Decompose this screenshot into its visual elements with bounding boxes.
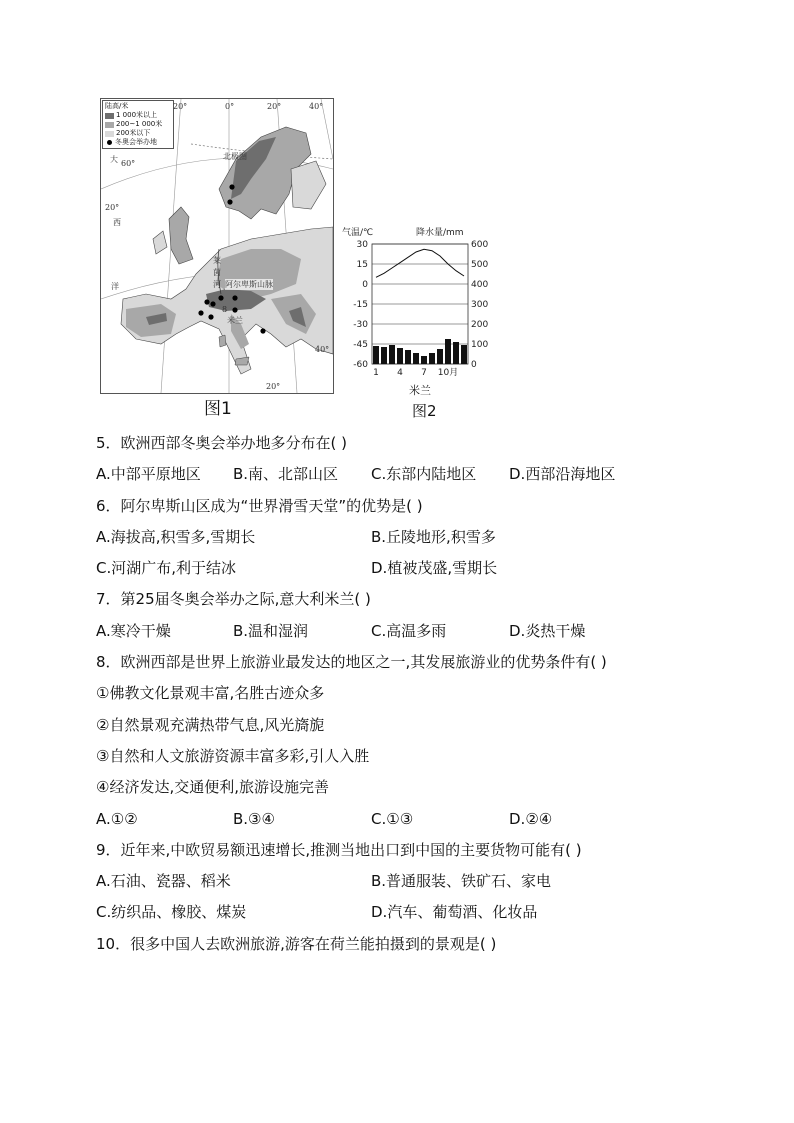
precip-bar xyxy=(437,349,443,364)
q8-option-d[interactable]: D.②④ xyxy=(509,809,553,828)
label-lat-40: 40° xyxy=(315,345,330,354)
q6-option-a[interactable]: A.海拔高,积雪多,雪期长 xyxy=(96,527,256,546)
legend-item-mid xyxy=(105,120,171,129)
q8-option-c[interactable]: C.①③ xyxy=(371,809,414,828)
label-rhine-3: 河 xyxy=(213,280,221,289)
q6-option-c[interactable]: C.河湖广布,利于结冰 xyxy=(96,559,237,578)
q9-option-d[interactable]: D.汽车、葡萄酒、化妆品 xyxy=(371,903,538,922)
q7-option-b[interactable]: B.温和湿润 xyxy=(233,621,309,640)
question-6-options-row2 xyxy=(96,553,716,584)
label-ocean-2: 西 xyxy=(113,218,121,227)
question-6-options-row1 xyxy=(96,522,716,553)
question-5-stem: 5．欧洲西部冬奥会举办地多分布在( ) xyxy=(96,434,348,452)
q5-option-b[interactable]: B.南、北部山区 xyxy=(233,465,339,484)
europe-map xyxy=(100,98,334,394)
precip-bar xyxy=(453,342,459,364)
q9-option-c[interactable]: C.纺织品、橡胶、煤炭 xyxy=(96,903,247,922)
legend-label-host: 冬奥会举办地 xyxy=(115,138,157,146)
q8-option-b[interactable]: B.③④ xyxy=(233,809,275,828)
question-9-stem: 9．近年来,中欧贸易额迅速增长,推测当地出口到中国的主要货物可能有( ) xyxy=(96,840,582,859)
y-left-tick-label: 30 xyxy=(356,240,368,250)
legend-title: 陆高/米 xyxy=(105,102,129,110)
precip-bar xyxy=(389,345,395,364)
y-right-tick-label: 300 xyxy=(471,300,489,310)
precip-bar xyxy=(445,339,451,364)
y-left-axis-label: 气温/℃ xyxy=(342,228,374,238)
precip-bar xyxy=(413,353,419,364)
label-ocean-1: 大 xyxy=(110,155,118,164)
precip-bar xyxy=(397,348,403,364)
question-6-stem: 6．阿尔卑斯山区成为“世界滑雪天堂”的优势是( ) xyxy=(96,496,423,515)
legend-swatch-mid xyxy=(105,122,114,128)
x-tick-label: 1 xyxy=(373,368,379,378)
y-right-tick-label: 600 xyxy=(471,240,489,250)
q7-option-d[interactable]: D.炎热干燥 xyxy=(509,621,586,640)
label-lon-20-bottom: 20° xyxy=(266,382,281,391)
y-left-tick-label: -60 xyxy=(353,360,368,370)
question-list xyxy=(96,428,716,960)
question-8-stem: 8．欧洲西部是世界上旅游业最发达的地区之一,其发展旅游业的优势条件有( ) xyxy=(96,653,607,672)
y-right-tick-label: 0 xyxy=(471,360,477,370)
label-alps: 阿尔卑斯山脉 xyxy=(225,280,273,289)
label-ocean-3: 洋 xyxy=(111,282,119,291)
y-left-tick-label: -45 xyxy=(353,340,368,350)
label-lon-40e: 40° xyxy=(309,102,324,111)
label-lat-60: 60° xyxy=(121,159,136,168)
figure1-caption: 图1 xyxy=(204,399,232,419)
y-left-tick-label: 0 xyxy=(362,280,368,290)
precip-bar xyxy=(429,353,435,364)
q8-statement-4: ④经济发达,交通便利,旅游设施完善 xyxy=(96,778,329,797)
q6-option-d[interactable]: D.植被茂盛,雪期长 xyxy=(371,559,498,578)
label-lon-20e: 20° xyxy=(267,102,282,111)
precip-bar xyxy=(373,346,379,364)
y-right-tick-label: 500 xyxy=(471,260,489,270)
x-tick-label: 7 xyxy=(421,368,427,378)
label-milan: 米兰 xyxy=(227,316,243,325)
map-legend xyxy=(102,100,174,149)
q8-statement-2: ②自然景观充满热带气息,风光旖旎 xyxy=(96,715,325,734)
question-10-stem: 10．很多中国人去欧洲旅游,游客在荷兰能拍摄到的景观是( ) xyxy=(96,934,497,953)
figure-area xyxy=(100,98,500,423)
legend-swatch-high xyxy=(105,113,114,119)
label-rhine-2: 茵 xyxy=(213,268,221,277)
q5-option-c[interactable]: C.东部内陆地区 xyxy=(371,465,477,484)
y-right-tick-label: 200 xyxy=(471,320,489,330)
label-milan-marker: 8 xyxy=(222,305,228,314)
y-right-tick-label: 100 xyxy=(471,340,489,350)
legend-item-host xyxy=(105,138,171,147)
label-rhine-1: 莱 xyxy=(213,256,221,265)
y-left-tick-label: -30 xyxy=(353,320,368,330)
x-tick-label: 4 xyxy=(397,368,403,378)
climate-chart-graphic xyxy=(340,222,500,422)
question-7-stem: 7．第25届冬奥会举办之际,意大利米兰( ) xyxy=(96,590,371,609)
q6-option-b[interactable]: B.丘陵地形,积雪多 xyxy=(371,527,496,546)
legend-swatch-low xyxy=(105,131,114,137)
question-9-options-row1 xyxy=(96,866,716,897)
q8-statement-3: ③自然和人文旅游资源丰富多彩,引人入胜 xyxy=(96,746,370,765)
q5-option-a[interactable]: A.中部平原地区 xyxy=(96,465,201,484)
y-left-tick-label: -15 xyxy=(353,300,368,310)
label-lon-20w: 20° xyxy=(173,102,188,111)
precip-bar xyxy=(405,350,411,364)
q8-option-a[interactable]: A.①② xyxy=(96,809,138,828)
question-5-options xyxy=(96,459,716,490)
question-9-options-row2 xyxy=(96,897,716,928)
q8-statement-1: ①佛教文化景观丰富,名胜古迹众多 xyxy=(96,684,325,703)
legend-label-high: 1 000米以上 xyxy=(116,111,158,119)
y-left-tick-label: 15 xyxy=(356,260,368,270)
label-arctic-circle: 北极圈 xyxy=(223,152,247,161)
climate-chart xyxy=(340,222,500,422)
legend-label-mid: 200~1 000米 xyxy=(116,120,163,128)
q7-option-a[interactable]: A.寒冷干燥 xyxy=(96,621,171,640)
y-right-axis-label: 降水量/mm xyxy=(416,228,464,238)
precip-bar xyxy=(381,347,387,364)
q7-option-c[interactable]: C.高温多雨 xyxy=(371,621,447,640)
q9-option-a[interactable]: A.石油、瓷器、稻米 xyxy=(96,872,231,891)
y-right-tick-label: 400 xyxy=(471,280,489,290)
legend-item-high xyxy=(105,111,171,120)
precip-bar xyxy=(461,345,467,364)
precip-bar xyxy=(421,356,427,364)
q5-option-d[interactable]: D.西部沿海地区 xyxy=(509,465,616,484)
q9-option-b[interactable]: B.普通服装、铁矿石、家电 xyxy=(371,872,552,891)
chart-city-title: 米兰 xyxy=(409,384,431,397)
question-8-options xyxy=(96,804,716,835)
host-dot-icon xyxy=(107,140,112,145)
question-7-options xyxy=(96,616,716,647)
legend-item-low xyxy=(105,129,171,138)
x-tick-label: 10月 xyxy=(437,368,459,378)
label-lat-20: 20° xyxy=(105,203,120,212)
figure2-caption: 图2 xyxy=(412,402,437,420)
temperature-line xyxy=(376,249,464,277)
label-lon-0: 0° xyxy=(225,102,235,111)
legend-label-low: 200米以下 xyxy=(116,129,151,137)
